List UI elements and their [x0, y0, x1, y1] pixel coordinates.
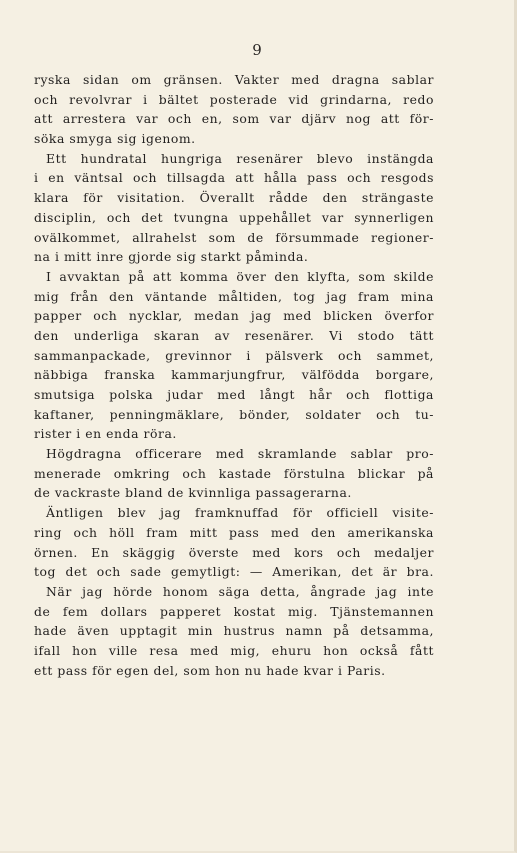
- text-line: de fem dollars papperet kostat mig. Tjänstemannen: [34, 603, 434, 619]
- text-line: ifall hon ville resa med mig, ehuru hon också fått: [34, 642, 434, 658]
- text-line: ring och höll fram mitt pass med den amerikanska: [34, 524, 434, 540]
- text-line: I avvaktan på att komma över den klyfta, som skilde: [46, 268, 434, 284]
- text-line: kaftaner, penningmäklare, bönder, soldater och tu-: [34, 406, 434, 422]
- text-line: na i mitt inre gjorde sig starkt påminda.: [34, 249, 309, 265]
- text-line: i en väntsal och tillsagda att hålla pass och resgods: [34, 170, 434, 186]
- text-line: att arrestera var och en, som var djärv nog att för-: [34, 111, 434, 127]
- text-line: papper och nycklar, medan jag med blicken överfor: [34, 308, 434, 324]
- text-line: ovälkommet, allrahelst som de försummade regioner-: [34, 229, 434, 245]
- text-line: den underliga skaran av resenärer. Vi stodo tätt: [34, 327, 434, 343]
- text-line: När jag hörde honom säga detta, ångrade jag inte: [46, 583, 434, 599]
- text-line: smutsiga polska judar med långt hår och flottiga: [34, 387, 434, 402]
- text-line: rister i en enda röra.: [34, 426, 177, 442]
- text-line: ett pass för egen del, som hon nu hade kvar i Paris.: [34, 662, 386, 678]
- text-line: ryska sidan om gränsen. Vakter med dragna sablar: [34, 72, 434, 87]
- text-line: sammanpackade, grevinnor i pälsverk och sammet,: [34, 347, 434, 363]
- text-line: tog det och sade gemytligt: — Amerikan, det är bra.: [34, 564, 434, 580]
- text-line: örnen. En skäggig överste med kors och medaljer: [34, 544, 434, 560]
- text-line: menerade omkring och kastade förstulna blickar på: [34, 465, 434, 481]
- text-line: Ett hundratal hungriga resenärer blevo instängda: [46, 150, 434, 166]
- text-line: disciplin, och det tvungna uppehållet var synnerligen: [34, 209, 434, 225]
- text-line: och revolvrar i bältet posterade vid grindarna, redo: [34, 91, 434, 107]
- text-line: näbbiga franska kammarjungfrur, välfödda borgare,: [34, 367, 434, 383]
- text-line: de vackraste bland de kvinnliga passagerarna.: [34, 485, 352, 501]
- page-number: 9: [252, 41, 262, 59]
- text-line: mig från den väntande måltiden, tog jag fram mina: [34, 288, 434, 304]
- text-line: klara för visitation. Överallt rådde den strängaste: [34, 190, 434, 206]
- text-line: Äntligen blev jag framknuffad för officiell visite-: [46, 505, 434, 521]
- text-line: söka smyga sig igenom.: [34, 131, 196, 147]
- text-line: Högdragna officerare med skramlande sablar pro-: [46, 446, 434, 462]
- text-line: hade även upptagit min hustrus namn på detsamma,: [34, 623, 434, 639]
- body-text: [34, 70, 434, 680]
